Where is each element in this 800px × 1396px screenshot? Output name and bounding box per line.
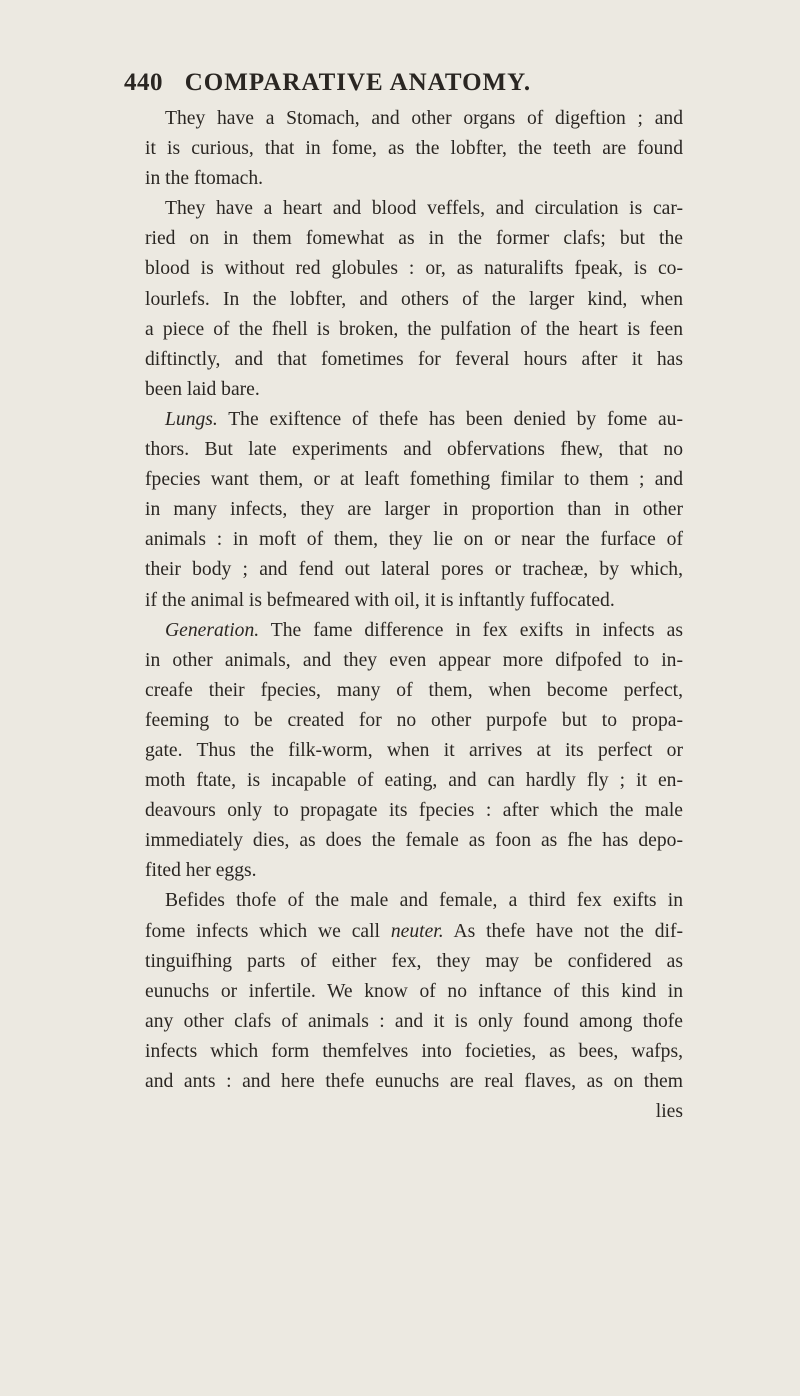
text-line: in many infects, they are larger in proportion than in other xyxy=(145,499,683,521)
text-line: fited her eggs. xyxy=(145,860,257,882)
text-line: tinguifhing parts of either fex, they may be confidered as xyxy=(145,950,683,972)
text-line: and ants : and here thefe eunuchs are real flaves, as on them xyxy=(145,1071,683,1092)
section-heading-generation: Generation. xyxy=(165,619,260,641)
text-line: lourlefs. In the lobfter, and others of the larger kind, when xyxy=(145,288,683,310)
text-run: The fame difference in fex exifts in infects as xyxy=(259,619,683,641)
text-line: thors. But late experiments and obfervations fhew, that no xyxy=(145,439,683,461)
page-number: 440 xyxy=(124,69,163,96)
text-line: Befides thofe of the male and female, a third fex exifts in xyxy=(165,890,683,912)
text-line: immediately dies, as does the female as foon as fhe has depo- xyxy=(145,830,683,852)
text-line: feeming to be created for no other purpofe but to propa- xyxy=(145,709,683,731)
text-line: a piece of the fhell is broken, the pulfation of the heart is feen xyxy=(145,318,683,340)
term-neuter: neuter. xyxy=(390,920,444,942)
text-line: creafe their fpecies, many of them, when become perfect, xyxy=(145,679,683,701)
text-run: The exiftence of thefe has been denied by fome au- xyxy=(217,408,683,430)
text-run: As thefe have not the dif- xyxy=(443,920,683,942)
catchword: lies xyxy=(655,1101,683,1123)
text-line: They have a Stomach, and other organs of digeftion ; and xyxy=(165,108,683,129)
text-line: infects which form themfelves into focieties, as bees, wafps, xyxy=(145,1040,683,1062)
text-line: moth ftate, is incapable of eating, and can hardly fly ; it en- xyxy=(145,770,683,792)
text-line xyxy=(145,917,683,947)
text-run: fome infects which we call xyxy=(145,920,391,942)
text-line: in the ftomach. xyxy=(145,168,264,190)
text-line: if the animal is befmeared with oil, it is inftantly fuffocated. xyxy=(145,589,615,611)
text-line: gate. Thus the filk-worm, when it arrives at its perfect or xyxy=(145,739,683,761)
text-line: their body ; and fend out lateral pores or tracheæ, by which, xyxy=(145,559,683,581)
text-line: blood is without red globules : or, as naturalifts fpeak, is co- xyxy=(145,258,683,280)
text-line: fpecies want them, or at leaft fomething fimilar to them ; and xyxy=(145,469,683,491)
text-line xyxy=(145,405,683,435)
text-line: in other animals, and they even appear more difpofed to in- xyxy=(145,649,683,671)
body-text xyxy=(145,104,683,1127)
section-heading-lungs: Lungs. xyxy=(165,408,218,430)
text-line: it is curious, that in fome, as the lobfter, the teeth are found xyxy=(145,138,683,160)
text-line: been laid bare. xyxy=(145,378,260,400)
text-line: ried on in them fomewhat as in the former clafs; but the xyxy=(145,228,683,250)
text-line: animals : in moft of them, they lie on or near the furface of xyxy=(145,529,683,551)
text-line: diftinctly, and that fometimes for feveral hours after it has xyxy=(145,348,683,370)
text-line: any other clafs of animals : and it is only found among thofe xyxy=(145,1010,683,1032)
running-title: COMPARATIVE ANATOMY. xyxy=(184,69,532,96)
text-line: eunuchs or infertile. We know of no inftance of this kind in xyxy=(145,980,683,1002)
running-head xyxy=(124,66,644,100)
text-line: They have a heart and blood veffels, and circulation is car- xyxy=(165,198,683,220)
text-line xyxy=(145,616,683,646)
text-line: deavours only to propagate its fpecies : after which the male xyxy=(145,800,683,822)
